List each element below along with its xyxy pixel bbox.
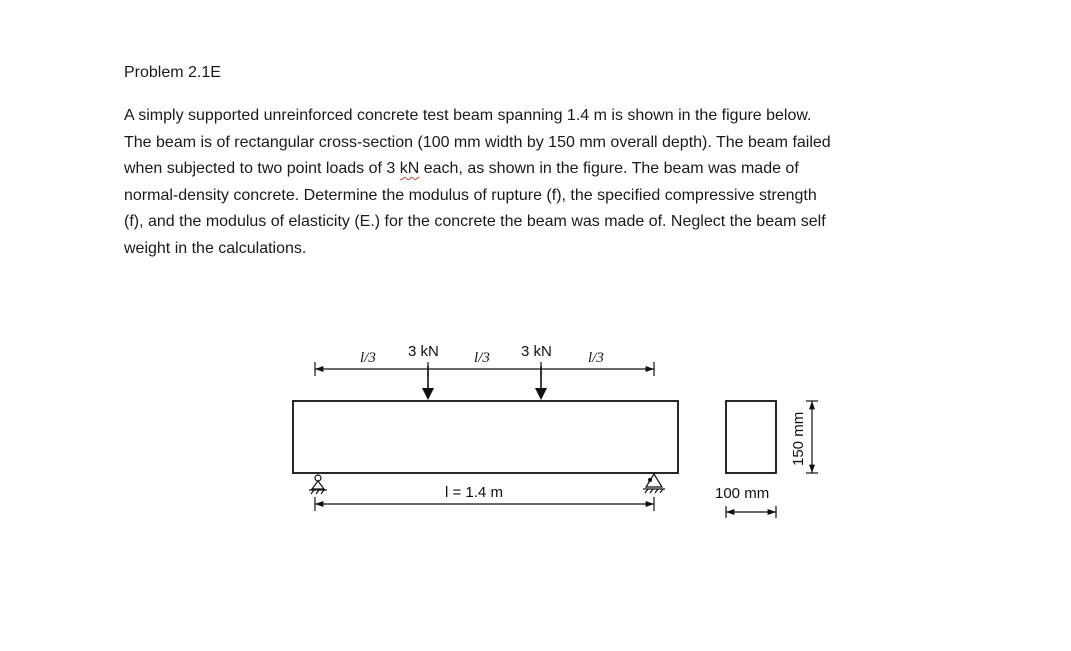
segment-label-left: l/3 [360, 350, 376, 366]
problem-line: The beam is of rectangular cross-section (100 mm width by 150 mm overall depth). The beam failed [124, 133, 831, 151]
segment-label-right: l/3 [588, 350, 604, 366]
point-load-arrow-left [422, 366, 434, 400]
beam [293, 401, 678, 473]
span-label: l = 1.4 m [445, 484, 503, 501]
point-load-arrow-right [535, 366, 547, 400]
cross-section [726, 401, 776, 473]
problem-line: A simply supported unreinforced concrete test beam spanning 1.4 m is shown in the figure below. [124, 107, 812, 124]
spellcheck-marked-word: kN [399, 160, 420, 177]
width-label: 100 mm [715, 485, 770, 502]
problem-line: normal-density concrete. Determine the modulus of rupture (f), the specified compressive strength [124, 186, 817, 204]
segment-label-middle: l/3 [474, 350, 490, 366]
problem-title: Problem 2.1E [124, 64, 221, 81]
depth-dimension-line [806, 401, 818, 473]
roller-support-right [643, 474, 665, 493]
problem-line-part: when subjected to two point loads of 3 [124, 160, 400, 177]
depth-label: 150 mm [790, 411, 807, 466]
pin-support-left [309, 475, 327, 494]
load-label-right: 3 kN [521, 343, 552, 360]
load-label-left: 3 kN [408, 343, 439, 360]
problem-line: weight in the calculations. [124, 239, 307, 257]
problem-line: (f), and the modulus of elasticity (E.) for the concrete the beam was made of. Neglect the beam self [124, 213, 826, 230]
width-dimension-line [726, 506, 776, 518]
problem-line-part: each, as shown in the figure. The beam was made of [419, 160, 799, 177]
